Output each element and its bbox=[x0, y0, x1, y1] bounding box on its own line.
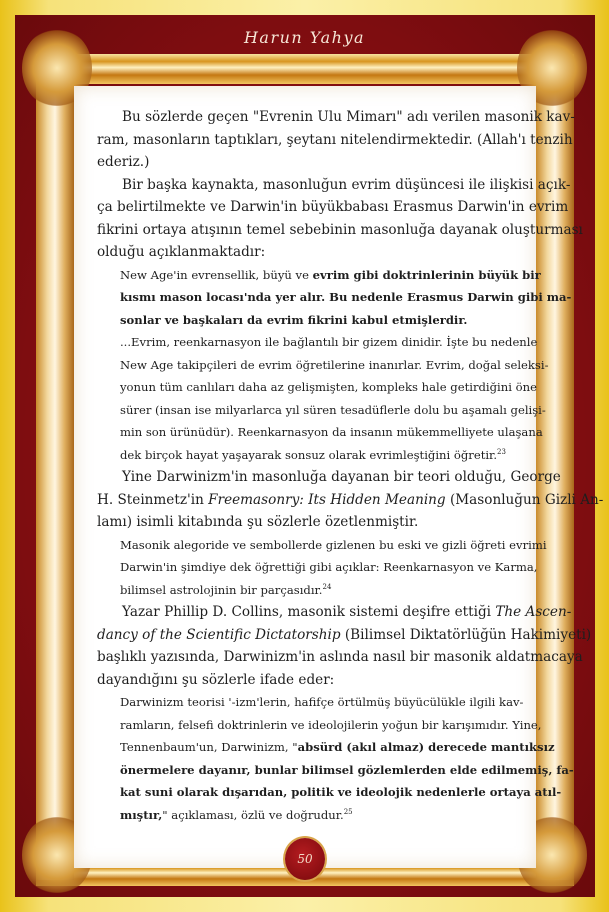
text-segment: lamı) isimli kitabında şu sözlerle özetlenmiştir. bbox=[97, 514, 419, 530]
text-segment: New Age'in evrensellik, büyü ve bbox=[120, 267, 313, 282]
text-line bbox=[120, 556, 538, 579]
text-line bbox=[97, 646, 583, 669]
text-segment: ça belirtilmekte ve Darwin'in büyükbabası Erasmus Darwin'in evrim bbox=[97, 199, 569, 215]
text-segment: absürd (akıl almaz) derecede mantıksız bbox=[297, 740, 555, 754]
text-segment: sonlar ve başkaları da evrim fikrini kabul etmişlerdir. bbox=[120, 312, 468, 327]
text-line bbox=[120, 579, 522, 602]
text-segment: dancy of the Scientific Dictatorship bbox=[97, 626, 341, 643]
text-segment: The Ascen- bbox=[495, 604, 572, 620]
footnote-ref: 24 bbox=[322, 582, 332, 591]
text-line bbox=[120, 736, 555, 759]
text-line bbox=[120, 421, 543, 444]
text-segment: dek birçok hayat yaşayarak sonsuz olarak evrimleştiğini öğretir. bbox=[120, 447, 498, 462]
paragraph bbox=[97, 601, 592, 691]
text-segment: (Bilimsel Diktatörlüğün Hakimiyeti) bbox=[340, 626, 592, 643]
text-line bbox=[120, 376, 537, 399]
text-line bbox=[120, 804, 522, 827]
text-line bbox=[120, 759, 574, 782]
text-line bbox=[97, 174, 571, 197]
text-line bbox=[120, 309, 522, 332]
text-segment: " açıklaması, özlü ve doğrudur. bbox=[162, 807, 344, 822]
running-header: Harun Yahya bbox=[243, 28, 366, 47]
text-segment: Tennenbaum'un, Darwinizm, " bbox=[120, 740, 298, 754]
text-segment: H. Steinmetz'in bbox=[97, 491, 209, 508]
text-line bbox=[97, 624, 592, 647]
text-line bbox=[97, 219, 583, 242]
text-line bbox=[97, 669, 522, 692]
text-segment: Yine Darwinizm'in masonluğa dayanan bir teori olduğu, George bbox=[122, 469, 561, 485]
text-segment: evrim gibi doktrinlerinin büyük bir bbox=[312, 267, 541, 282]
text-segment: bilimsel astrolojinin bir parçasıdır. bbox=[120, 582, 323, 597]
text-segment: sürer (insan ise milyarlarca yıl süren tesadüflerle dolu bu aşamalı gelişi- bbox=[120, 402, 546, 417]
paragraph bbox=[97, 174, 583, 264]
text-segment: olduğu açıklanmaktadır: bbox=[97, 244, 266, 260]
text-segment: başlıklı yazısında, Darwinizm'in aslında nasıl bir masonik aldatmacaya bbox=[97, 649, 583, 665]
text-line bbox=[120, 781, 562, 804]
text-segment: ramların, felsefi doktrinlerin ve ideolojilerin yoğun bir karışımıdır. Yine, bbox=[120, 717, 542, 732]
text-segment: önermelere dayanır, bunlar bilimsel gözlemlerden elde edilmemiş, fa- bbox=[120, 762, 574, 777]
paragraph bbox=[97, 466, 604, 534]
text-line bbox=[120, 286, 572, 309]
text-line bbox=[120, 444, 522, 467]
text-line bbox=[120, 691, 522, 714]
text-line bbox=[120, 714, 542, 737]
text-segment: Masonik alegoride ve sembollerde gizlenen bu eski ve gizli öğreti evrimi bbox=[120, 537, 547, 552]
text-segment: dayandığını şu sözlerle ifade eder: bbox=[97, 671, 335, 688]
text-segment: kısmı mason locası'nda yer alır. Bu nedenle Erasmus Darwin gibi ma- bbox=[120, 290, 572, 304]
text-line bbox=[120, 534, 547, 557]
text-line bbox=[97, 466, 561, 489]
text-line bbox=[97, 151, 522, 174]
text-line bbox=[120, 264, 541, 287]
block-quote bbox=[97, 264, 572, 332]
text-line bbox=[97, 489, 604, 512]
page-text bbox=[97, 106, 604, 826]
text-segment: New Age takipçileri de evrim öğretilerine inanırlar. Evrim, doğal seleksi- bbox=[120, 357, 549, 372]
text-line bbox=[97, 196, 569, 219]
text-line bbox=[120, 354, 549, 377]
text-line bbox=[120, 399, 546, 422]
text-segment: Bir başka kaynakta, masonluğun evrim düşüncesi ile ilişkisi açık- bbox=[122, 176, 571, 193]
text-line bbox=[120, 331, 538, 354]
text-segment: Darwinizm teorisi '-izm'lerin, hafifçe örtülmüş büyücülükle ilgili kav- bbox=[120, 695, 524, 709]
text-segment: kat suni olarak dışarıdan, politik ve ideolojik nedenlerle ortaya atıl- bbox=[120, 785, 562, 799]
text-segment: yonun tüm canlıları daha az gelişmişten, kompleks hale getirdiğini öne bbox=[120, 380, 537, 394]
block-quote bbox=[97, 691, 574, 826]
text-line bbox=[97, 106, 575, 129]
text-segment: fikrini ortaya atışının temel sebebinin masonluğa dayanak oluşturması bbox=[97, 221, 583, 238]
frame-left-border bbox=[36, 60, 74, 880]
text-segment: mıştır, bbox=[120, 807, 163, 822]
text-segment: ...Evrim, reenkarnasyon ile bağlantılı bir gizem dinidir. İşte bu nedenle bbox=[120, 335, 538, 349]
text-line bbox=[97, 241, 522, 264]
text-segment: Bu sözlerde geçen "Evrenin Ulu Mimarı" adı verilen masonik kav- bbox=[122, 109, 575, 125]
text-line bbox=[97, 129, 573, 152]
block-quote bbox=[97, 331, 549, 466]
text-segment: Darwin'in şimdiye dek öğrettiği gibi açıklar: Reenkarnasyon ve Karma, bbox=[120, 560, 538, 574]
text-segment: ederiz.) bbox=[97, 154, 150, 170]
text-line bbox=[97, 601, 572, 624]
page-number: 50 bbox=[285, 838, 325, 880]
text-segment: Yazar Phillip D. Collins, masonik sistemi deşifre ettiği bbox=[122, 604, 496, 620]
footnote-ref: 23 bbox=[497, 447, 506, 456]
footnote-ref: 25 bbox=[343, 807, 353, 816]
text-segment: Freemasonry: Its Hidden Meaning bbox=[208, 491, 446, 508]
frame-top-border bbox=[36, 54, 574, 84]
text-line bbox=[97, 511, 522, 534]
paragraph bbox=[97, 106, 575, 174]
text-segment: ram, masonların taptıkları, şeytanı nitelendirmektedir. (Allah'ı tenzih bbox=[97, 131, 573, 148]
text-segment: min son ürünüdür). Reenkarnasyon da insanın mükemmelliyete ulaşana bbox=[120, 425, 543, 439]
block-quote bbox=[97, 534, 547, 602]
text-segment: (Masonluğun Gizli An- bbox=[445, 491, 604, 508]
